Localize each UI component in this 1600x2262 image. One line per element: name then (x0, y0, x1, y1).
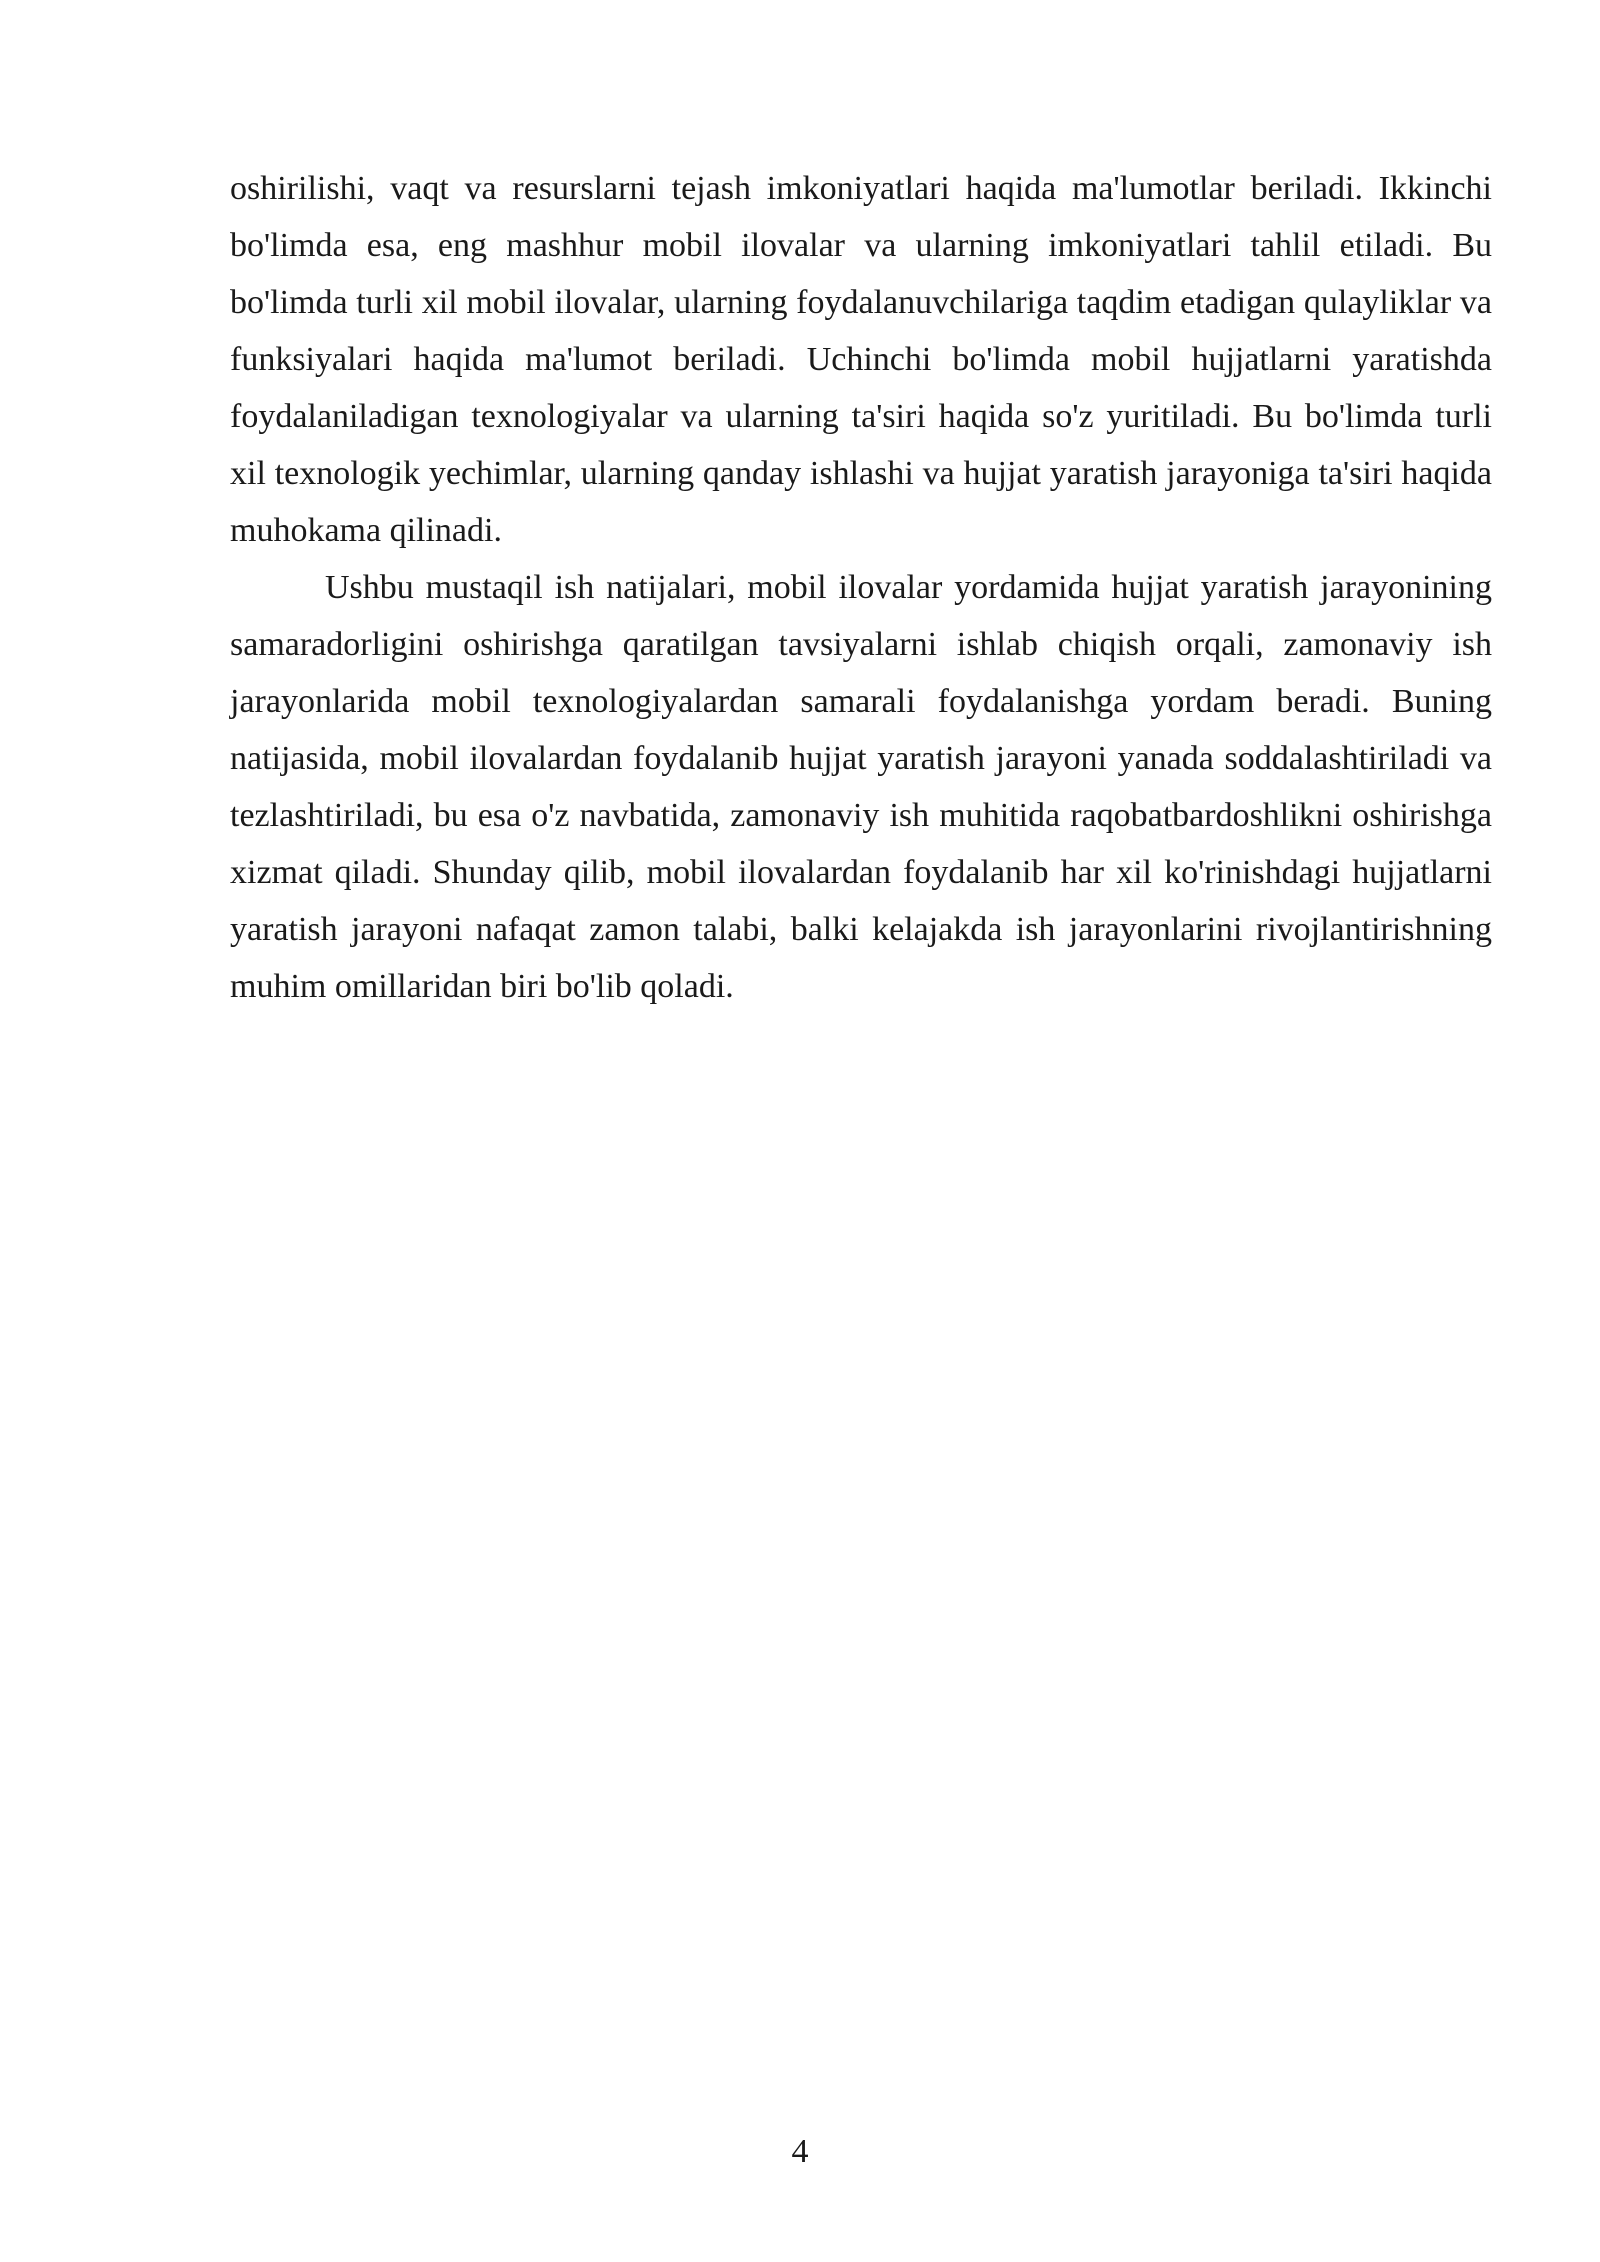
page-number: 4 (791, 2133, 809, 2170)
paragraph-continuation: oshirilishi, vaqt va resurslarni tejash imkoniyatlari haqida ma'lumotlar beriladi. Ikkinchi bo'limda esa, eng mashhur mobil ilovalar va ularning imkoniyatlari tahlil etiladi. Bu bo'limda turli xil mobil ilovalar, ularning foydalanuvchilariga taqdim etadigan qulayliklar va funksiyalari haqida ma'lumot beriladi. Uchinchi bo'limda mobil hujjatlarni yaratishda foydalaniladigan texnologiyalar va ularning ta'siri haqida so'z yuritiladi. Bu bo'limda turli xil texnologik yechimlar, ularning qanday ishlashi va hujjat yaratish jarayoniga ta'siri haqida muhokama qilinadi. (230, 170, 1492, 549)
body-text (230, 160, 1492, 1015)
paragraph-conclusion: Ushbu mustaqil ish natijalari, mobil ilovalar yordamida hujjat yaratish jarayonining samaradorligini oshirishga qaratilgan tavsiyalarni ishlab chiqish orqali, zamonaviy ish jarayonlarida mobil texnologiyalardan samarali foydalanishga yordam beradi. Buning natijasida, mobil ilovalardan foydalanib hujjat yaratish jarayoni yanada soddalashtiriladi va tezlashtiriladi, bu esa o'z navbatida, zamonaviy ish muhitida raqobatbardoshlikni oshirishga xizmat qiladi. Shunday qilib, mobil ilovalardan foydalanib har xil ko'rinishdagi hujjatlarni yaratish jarayoni nafaqat zamon talabi, balki kelajakda ish jarayonlarini rivojlantirishning muhim omillaridan biri bo'lib qoladi. (230, 569, 1492, 1005)
